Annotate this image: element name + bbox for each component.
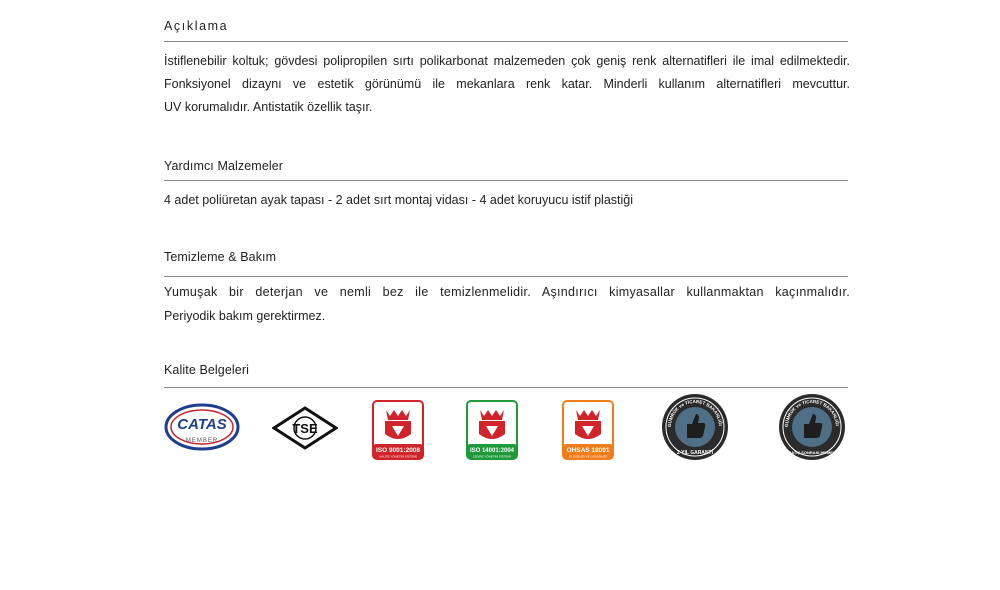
iso14001-text: ISO 14001:2004 [469,448,515,454]
yardimci-text: 4 adet poliüretan ayak tapası - 2 adet sırt montaj vidası - 4 adet koruyucu istif plastiği [164,193,634,207]
temizleme-last-line: Periyodik bakım gerektirmez. [164,309,326,323]
temizleme-text [164,281,850,304]
garanti-text: 2 YIL GARANTİ [677,450,713,456]
satis-ring-text: GÜMRÜK ve TİCARET BAKANLIĞI [783,398,840,428]
aciklama-heading: Açıklama [164,19,229,33]
yardimci-heading: Yardımcı Malzemeler [164,159,284,173]
temizleme-divider [164,276,848,277]
iso9001-sub-text: KALİTE YÖNETİM SİSTEMİ [379,454,417,459]
catas-logo-text: CATAS [177,416,227,433]
ohsas-logo [562,400,614,465]
tse-logo-text: TSE [292,421,318,436]
tse-logo [272,406,338,455]
satis-sonrasi-text: SATIŞ SONRASI HİZMET [788,450,836,455]
kalite-divider [164,387,848,388]
garanti-ring-text: GÜMRÜK ve TİCARET BAKANLIĞI [666,398,723,428]
garanti-seal [659,392,731,467]
temizleme-heading: Temizleme & Bakım [164,250,277,264]
catas-sub-text: MEMBER [185,438,219,444]
ohsas-sub-text: İŞ SAĞLIĞI VE GÜVENLİĞİ [569,454,607,459]
yardimci-divider [164,180,848,181]
iso14001-logo [466,400,518,465]
aciklama-text [164,50,850,96]
iso14001-sub-text: ÇEVRE YÖNETİM SİSTEMİ [473,454,511,459]
kalite-heading: Kalite Belgeleri [164,363,249,377]
catas-logo [164,402,240,457]
certificates-row [164,392,864,464]
temizleme-paragraph: Yumuşak bir deterjan ve nemli bez ile temizlenmelidir. Aşındırıcı kimyasallar kullanmaktan kaçınmalıdır. [164,285,850,299]
ohsas-text: OHSAS 18001 [566,447,610,454]
aciklama-last-line: UV korumalıdır. Antistatik özellik taşır. [164,100,373,114]
aciklama-divider [164,41,848,42]
satis-sonrasi-seal [776,392,848,467]
iso9001-text: ISO 9001:2008 [375,447,421,454]
iso9001-logo [372,400,424,465]
aciklama-paragraph: İstiflenebilir koltuk; gövdesi polipropilen sırtı polikarbonat malzemeden çok geniş renk alternatifleri ile imal edilmektedir. Fonksiyonel dizaynı ve estetik görünümü ile mekanlara renk katar. Minderli kullanım alternatifleri mevcuttur. [164,54,850,91]
